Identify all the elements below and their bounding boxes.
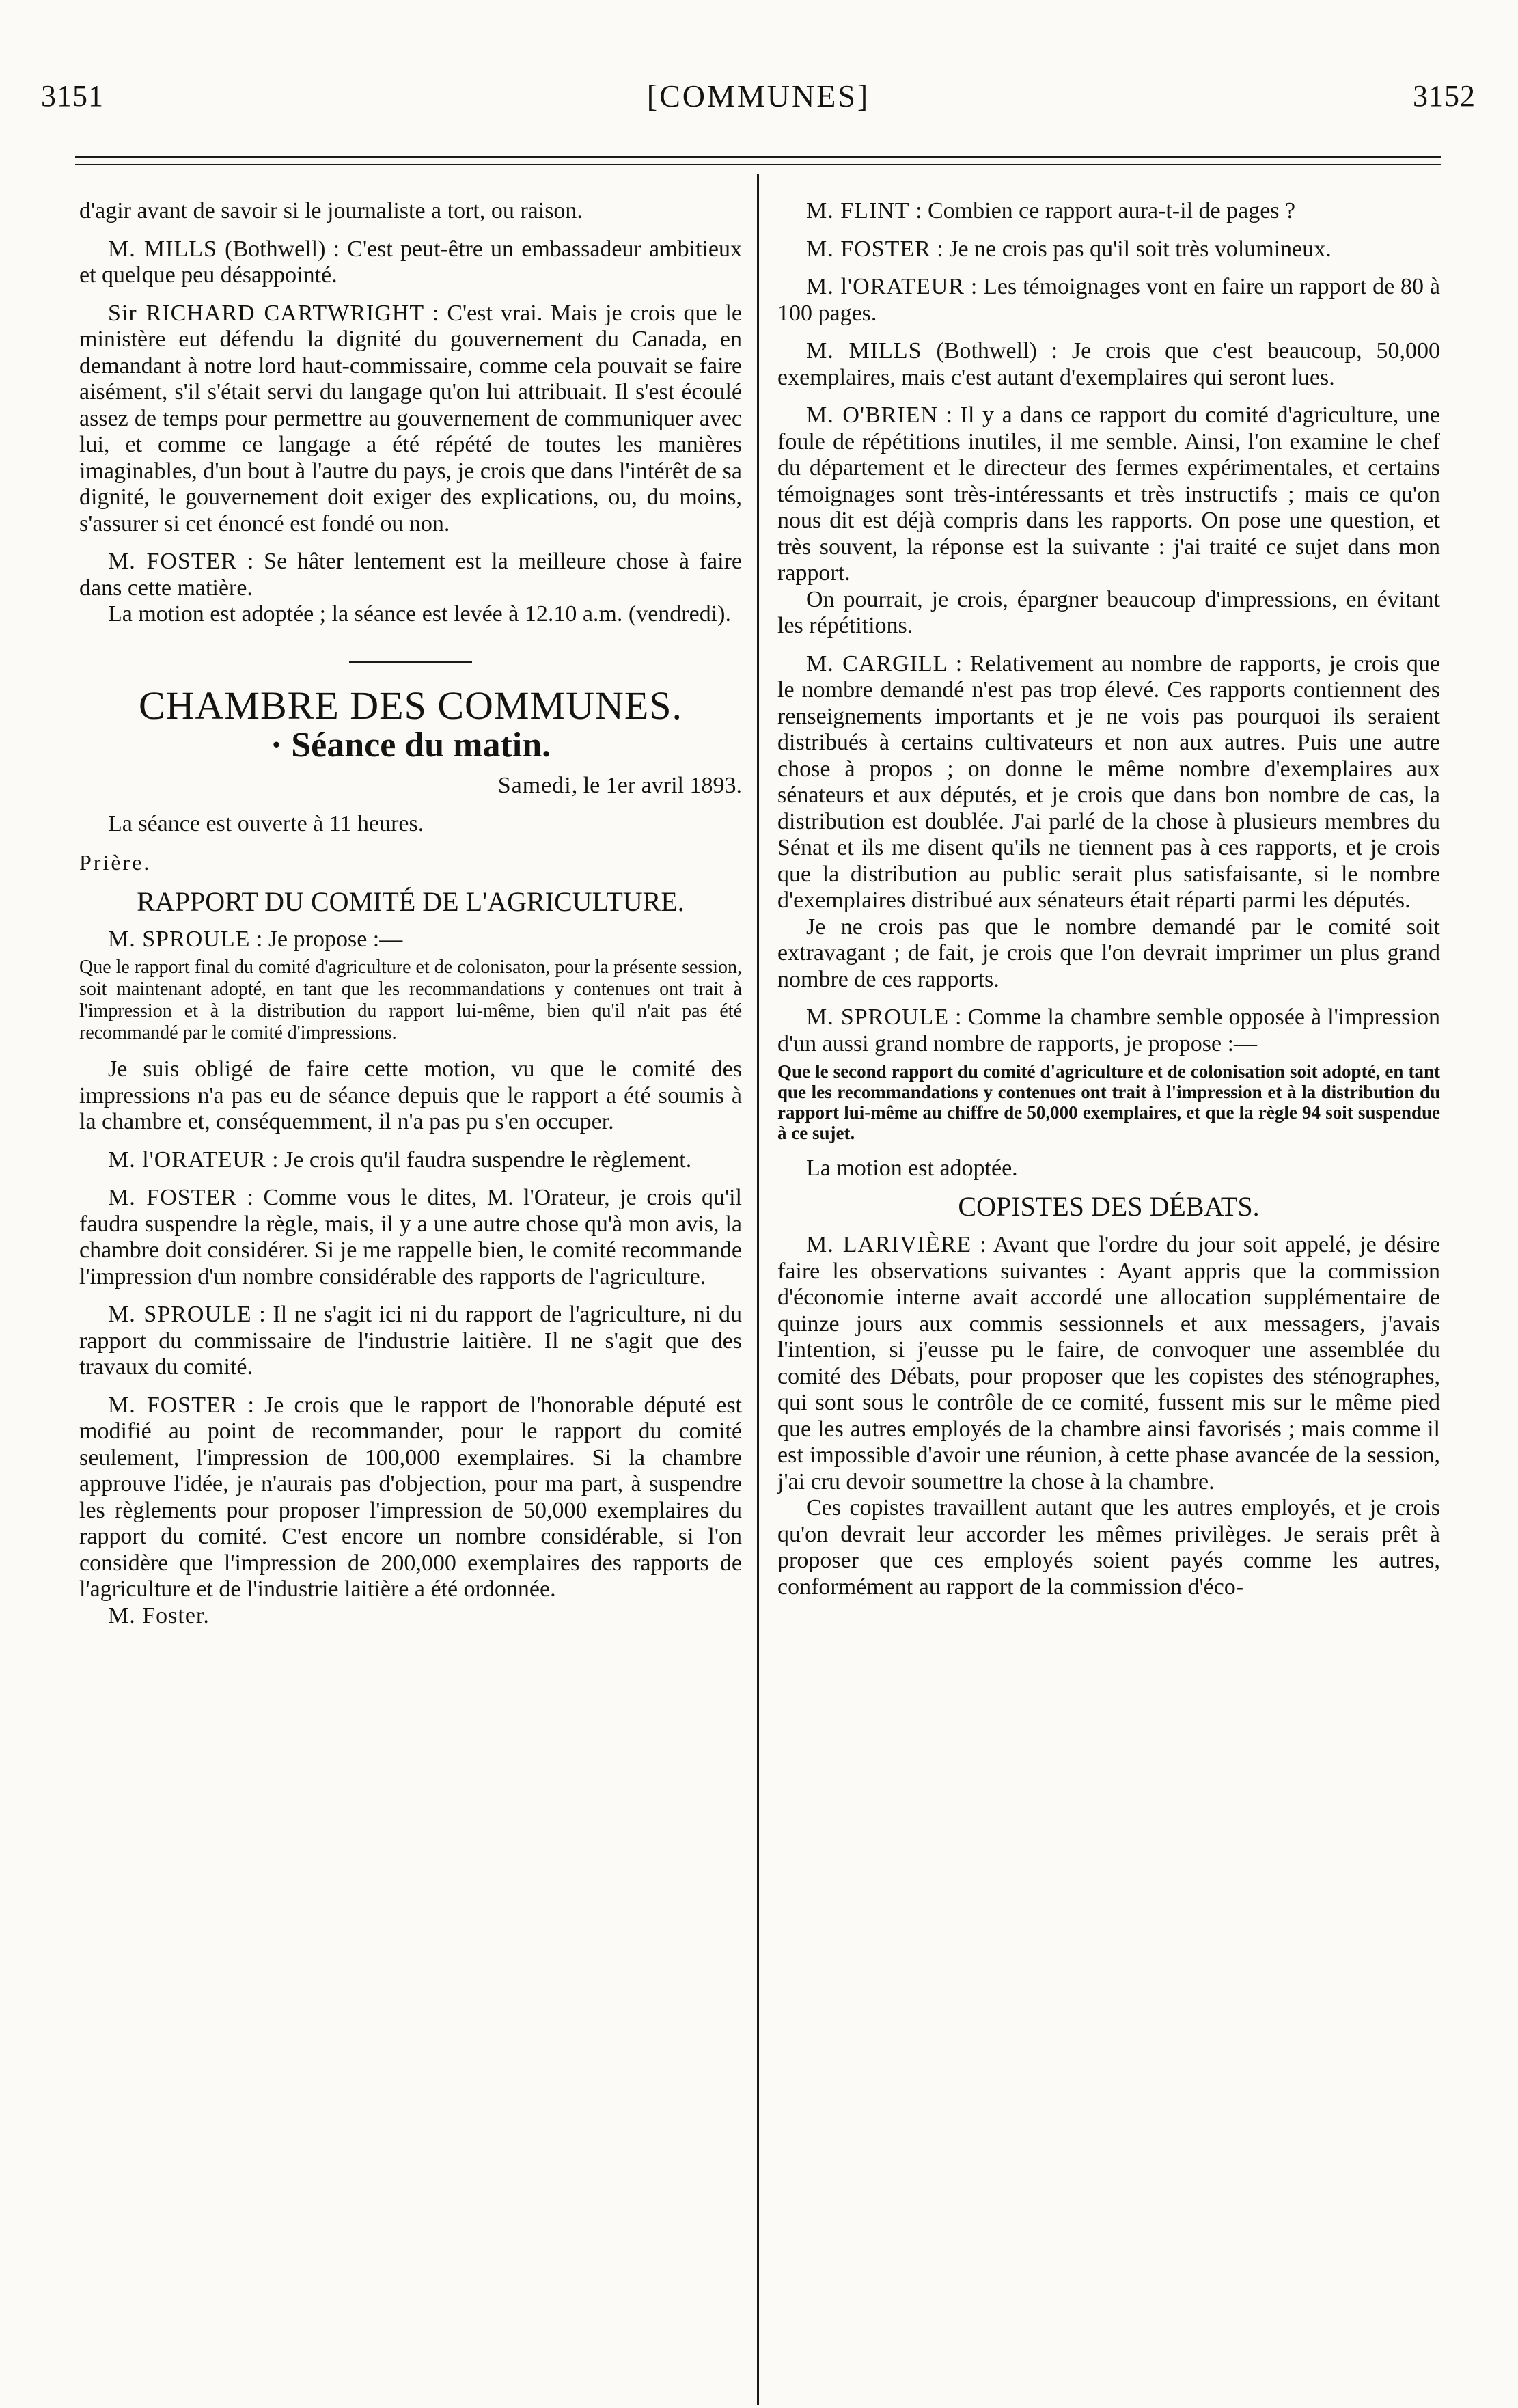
speech-text: : C'est vrai. Mais je crois que le ministère eut défendu la dignité du gouvernement du Canada, en demandant à notre lord haut-commissaire, comme cela pouvait se faire aisément, s'il s'était servi du langage qu'on lui attribuait. Il s'est écoulé assez de temps pour permettre au gouvernement de communiquer avec lui, et comme ce langage a été répété de toutes les manières imaginables, d'un bout à l'autre du pays, je crois que dans l'intérêt de sa dignité, le gouvernement doit exiger des explications, ou, du moins, s'assurer si cet énoncé est fondé ou non. bbox=[79, 300, 742, 536]
paragraph: La motion est adoptée. bbox=[806, 1155, 1018, 1181]
page-number-right: 3152 bbox=[1413, 79, 1476, 113]
speaker: M. FOSTER bbox=[108, 549, 238, 574]
speech bbox=[777, 402, 1440, 587]
page-number-left: 3151 bbox=[41, 79, 104, 113]
speaker: M. CARGILL bbox=[806, 651, 948, 676]
prayer-label: Prière. bbox=[79, 849, 152, 875]
speech-text: : Comme la chambre semble opposée à l'impression d'un aussi grand nombre de rapports, je propose :— bbox=[777, 1004, 1440, 1056]
page-header bbox=[41, 68, 1476, 123]
paragraph: On pourrait, je crois, épargner beaucoup d'impressions, en évitant les répétitions. bbox=[777, 586, 1440, 638]
speech-text: : Combien ce rapport aura-t-il de pages ? bbox=[909, 198, 1296, 223]
chamber-heading: CHAMBRE DES COMMUNES. bbox=[138, 683, 683, 728]
speech-text: : Les témoignages vont en faire un rapport de 80 à 100 pages. bbox=[777, 274, 1440, 326]
left-column bbox=[79, 198, 742, 2392]
speaker: M. FOSTER bbox=[806, 236, 931, 262]
speech-text: : Je crois qu'il faudra suspendre le règlement. bbox=[266, 1147, 692, 1173]
column-divider bbox=[757, 174, 759, 2405]
speech bbox=[777, 198, 1440, 225]
speech-text: : Relativement au nombre de rapports, je crois que le nombre demandé n'est pas trop élevé. Ces rapports contiennent des renseignements importants et je ne vois pas pourquoi ils seraient distribués à certains cultivateurs et non aux autres. Puis une autre chose à propos ; on donne le même nombre d'exemplaires aux sénateurs et aux députés, et je crois que dans bon nombre de cas, la distribution est doublée. J'ai parlé de la chose à plusieurs membres du Sénat et ils me disent qu'ils ne tiennent pas à ces rapports, et je crois que la distribution au public serait plus satisfaisante, si le nombre d'exemplaires distribué aux sénateurs était réparti parmi les députés. bbox=[777, 651, 1440, 913]
speech bbox=[79, 236, 742, 289]
header-rule bbox=[75, 156, 1441, 158]
paragraph: Je ne crois pas que le nombre demandé par le comité soit extravagant ; de fait, je crois que l'on devrait imprimer un plus grand nombre de ces rapports. bbox=[777, 914, 1440, 992]
section-rule bbox=[349, 661, 472, 663]
speech bbox=[79, 1302, 742, 1381]
speech-text: : Comme vous le dites, M. l'Orateur, je crois qu'il faudra suspendre la règle, mais, il y a une autre chose qu'à mon avis, la chambre doit considérer. Si je me rappelle bien, le comité recommande l'impression d'un nombre considérable des rapports de l'agriculture. bbox=[79, 1185, 742, 1289]
speech-text: : Je ne crois pas qu'il soit très volumineux. bbox=[930, 236, 1331, 262]
motion-quote: Que le second rapport du comité d'agriculture et de colonisation soit adopté, en tant que les recommandations y contenues ont trait à l'impression et à la distribution du rapport lui-même au chiffre de 50,000 exemplaires, et que la règle 94 soit suspendue à ce sujet. bbox=[777, 1061, 1440, 1143]
speech bbox=[79, 549, 742, 601]
session-heading: · Séance du matin. bbox=[270, 726, 551, 765]
speech bbox=[777, 236, 1440, 263]
speaker: M. O'BRIEN bbox=[806, 402, 939, 428]
speech-text: : Je crois que le rapport de l'honorable député est modifié au point de recommander, pour le rapport du comité seulement, l'impression de 100,000 exemplaires. Si la chambre approuve l'idée, je n'aurais pas d'objection, pour ma part, à suspendre les règlements pour proposer l'impression de 50,000 exemplaires du rapport du comité. C'est encore un nombre considérable, si l'on considère que l'impression de 200,000 exemplaires des rapports de l'agriculture et de l'industrie laitière a été ordonnée. bbox=[79, 1392, 742, 1602]
speech-text: : Je propose :— bbox=[250, 926, 403, 952]
speech-text: (Bothwell) : C'est peut-être un embassadeur ambitieux et quelque peu désappointé. bbox=[79, 236, 742, 288]
speech bbox=[79, 1147, 742, 1174]
date-rest: , le 1er avril 1893. bbox=[571, 772, 742, 798]
speaker: M. LARIVIÈRE bbox=[806, 1232, 972, 1257]
speech bbox=[79, 1393, 742, 1603]
speaker: M. FOSTER bbox=[108, 1392, 238, 1418]
section-heading: RAPPORT DU COMITÉ DE L'AGRICULTURE. bbox=[137, 886, 685, 917]
speech bbox=[79, 301, 742, 538]
speech bbox=[79, 1185, 742, 1290]
speech bbox=[777, 1232, 1440, 1495]
session-date bbox=[79, 773, 742, 799]
speech-text: : Se hâter lentement est la meilleure chose à faire dans cette matière. bbox=[79, 549, 742, 601]
speaker: M. MILLS bbox=[806, 338, 922, 364]
speaker: M. SPROULE bbox=[108, 926, 251, 952]
speaker: M. l'ORATEUR bbox=[806, 274, 965, 299]
speaker: M. SPROULE bbox=[108, 1302, 252, 1327]
paragraph: La séance est ouverte à 11 heures. bbox=[108, 811, 424, 836]
speech-text: : Avant que l'ordre du jour soit appelé, je désire faire les observations suivantes : Ayant appris que la commission d'économie interne avait accordé une allocation supplémentaire de quinze jours aux commis sessionnels et aux messagers, j'avais l'intention, si j'eusse pu le faire, de convoquer une assemblée du comité des Débats, pour proposer que les copistes des sténographes, qui sont sous le contrôle de ce comité, fussent mis sur le même pied que les autres employés de la chambre ainsi favorisés ; mais comme il est impossible d'avoir une réunion, à cette phase avancée de la session, j'ai cru devoir soumettre la chose à la chambre. bbox=[777, 1232, 1440, 1494]
speaker: M. MILLS bbox=[108, 236, 217, 262]
section-heading: COPISTES DES DÉBATS. bbox=[958, 1190, 1260, 1222]
speaker: M. FLINT bbox=[806, 198, 910, 223]
paragraph: La motion est adoptée ; la séance est levée à 12.10 a.m. (vendredi). bbox=[108, 601, 731, 627]
speech bbox=[777, 338, 1440, 391]
speech-text: : Il ne s'agit ici ni du rapport de l'agriculture, ni du rapport du commissaire de l'industrie laitière. Il ne s'agit que des travaux du comité. bbox=[79, 1302, 742, 1380]
closing-speaker: M. Foster. bbox=[108, 1602, 210, 1628]
date-day: Samedi bbox=[497, 772, 572, 798]
paragraph: d'agir avant de savoir si le journaliste a tort, ou raison. bbox=[79, 198, 583, 223]
speaker: M. FOSTER bbox=[108, 1185, 237, 1210]
speaker: M. SPROULE bbox=[806, 1004, 949, 1030]
motion-quote: Que le rapport final du comité d'agriculture et de colonisaton, pour la présente session, soit maintenant adopté, en tant que les recommandations y contenues ont trait à l'impression et à la distribution du rapport lui-même, bien qu'il n'ait pas été recommandé par le comité d'impressions. bbox=[79, 957, 742, 1043]
paragraph: Je suis obligé de faire cette motion, vu que le comité des impressions n'a pas eu de séance depuis que le rapport a été soumis à la chambre et, conséquemment, il n'a pas pu s'en occuper. bbox=[79, 1056, 742, 1134]
speech-text: : Il y a dans ce rapport du comité d'agriculture, une foule de répétitions inutiles, il me semble. Ainsi, l'on examine le chef du département et le directeur des fermes expérimentales, et certains témoignages sont très-intéressants et très instructifs ; mais ce qu'on nous dit est déjà compris dans les rapports. On pose une question, et très souvent, la réponse est la suivante : j'ai traité ce sujet dans mon rapport. bbox=[777, 402, 1440, 586]
right-column bbox=[777, 198, 1440, 2392]
speaker: M. l'ORATEUR bbox=[108, 1147, 266, 1173]
paragraph: Ces copistes travaillent autant que les autres employés, et je crois qu'on devrait leur accorder les mêmes privilèges. Je serais prêt à proposer que ces employés soient payés comme les autres, conformément au rapport de la commission d'éco- bbox=[777, 1495, 1440, 1600]
speech-text: (Bothwell) : Je crois que c'est beaucoup, 50,000 exemplaires, mais c'est autant d'exemplaires qui seront lues. bbox=[777, 338, 1440, 390]
speaker: Sir RICHARD CARTWRIGHT bbox=[108, 300, 425, 326]
speech bbox=[777, 274, 1440, 327]
header-rule-thin bbox=[75, 164, 1441, 165]
speech bbox=[79, 927, 742, 953]
running-title: [COMMUNES] bbox=[646, 78, 870, 113]
speech bbox=[777, 1004, 1440, 1057]
speech bbox=[777, 651, 1440, 914]
